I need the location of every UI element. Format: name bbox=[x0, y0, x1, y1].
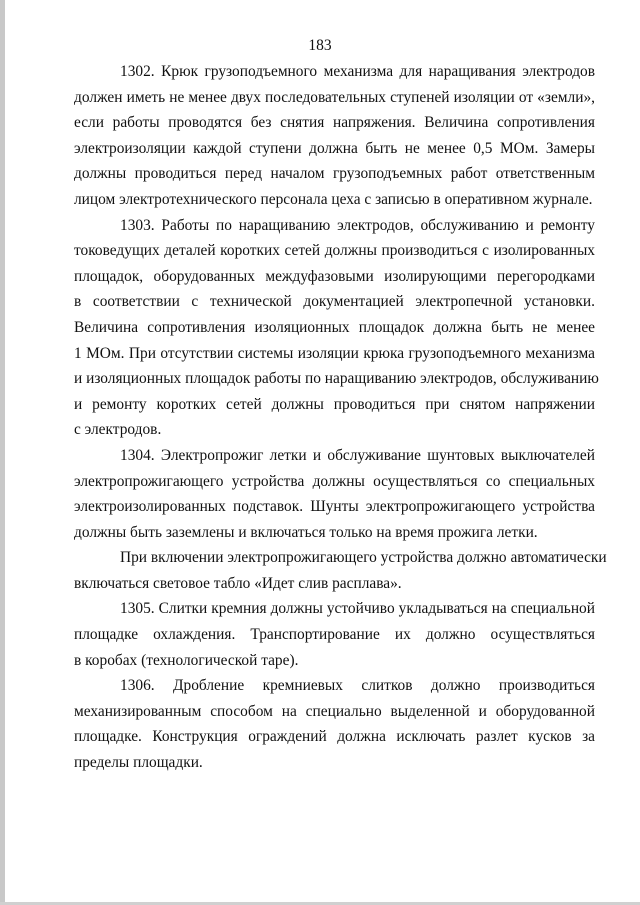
page-number: 183 bbox=[308, 37, 332, 54]
text-line: 1304. Электропрожиг летки и обслуживание шунтовых выключателей bbox=[120, 446, 595, 464]
paragraph-1304-continued bbox=[74, 545, 607, 596]
paragraph-1303 bbox=[74, 213, 599, 443]
text-line: площадке. Конструкция ограждений должна исключать разлет кусков за bbox=[74, 728, 595, 746]
text-line: электроизоляции каждой ступени должна быть не менее 0,5 МОм. Замеры bbox=[74, 139, 595, 157]
text-line: токоведущих деталей коротких сетей должны производиться с изолированных bbox=[74, 242, 595, 260]
text-line: 1305. Слитки кремния должны устойчиво укладываться на специальной bbox=[120, 600, 595, 618]
text-line: в коробах (технологической таре). bbox=[74, 651, 299, 669]
text-line: должны быть заземлены и включаться только на время прожига летки. bbox=[74, 523, 538, 541]
text-line: в соответствии с технической документацией электропечной установки. bbox=[74, 293, 595, 311]
text-line: должны проводиться перед началом грузоподъемных работ ответственным bbox=[74, 165, 595, 183]
text-line: с электродов. bbox=[74, 421, 162, 439]
text-line: электроизолированных подставок. Шунты электропрожигающего устройства bbox=[74, 498, 595, 516]
text-line: площадке охлаждения. Транспортирование их должно осуществляться bbox=[74, 626, 595, 644]
paragraph-1302 bbox=[74, 59, 595, 213]
text-line: лицом электротехнического персонала цеха с записью в оперативном журнале. bbox=[74, 190, 593, 208]
text-line: 1306. Дробление кремниевых слитков должно производиться bbox=[120, 677, 595, 695]
text-line: 1302. Крюк грузоподъемного механизма для наращивания электродов bbox=[120, 63, 595, 80]
scan-left-edge bbox=[0, 0, 5, 905]
paragraph-1305 bbox=[74, 596, 595, 673]
text-line: и изоляционных площадок работы по наращиванию электродов, обслуживанию bbox=[74, 370, 599, 388]
text-line: 1 МОм. При отсутствии системы изоляции крюка грузоподъемного механизма bbox=[74, 344, 595, 362]
paragraph-1306 bbox=[74, 673, 595, 775]
text-line: Величина сопротивления изоляционных площадок должна быть не менее bbox=[74, 318, 595, 336]
text-line: 1303. Работы по наращиванию электродов, обслуживанию и ремонту bbox=[120, 216, 595, 234]
document-body bbox=[74, 59, 607, 776]
text-line: если работы проводятся без снятия напряжения. Величина сопротивления bbox=[74, 114, 595, 132]
text-line: включаться световое табло «Идет слив расплава». bbox=[74, 574, 402, 592]
text-line: площадок, оборудованных междуфазовыми изолирующими перегородками bbox=[74, 267, 595, 285]
text-line: При включении электропрожигающего устройства должно автоматически bbox=[120, 549, 607, 567]
paragraph-1304 bbox=[74, 443, 595, 545]
text-line: и ремонту коротких сетей должны проводиться при снятом напряжении bbox=[74, 395, 595, 413]
text-line: электропрожигающего устройства должны осуществляться со специальных bbox=[74, 472, 595, 490]
text-line: должен иметь не менее двух последовательных ступеней изоляции от «земли», bbox=[74, 88, 595, 106]
text-line: механизированным способом на специально выделенной и оборудованной bbox=[74, 702, 595, 720]
text-line: пределы площадки. bbox=[74, 754, 203, 772]
